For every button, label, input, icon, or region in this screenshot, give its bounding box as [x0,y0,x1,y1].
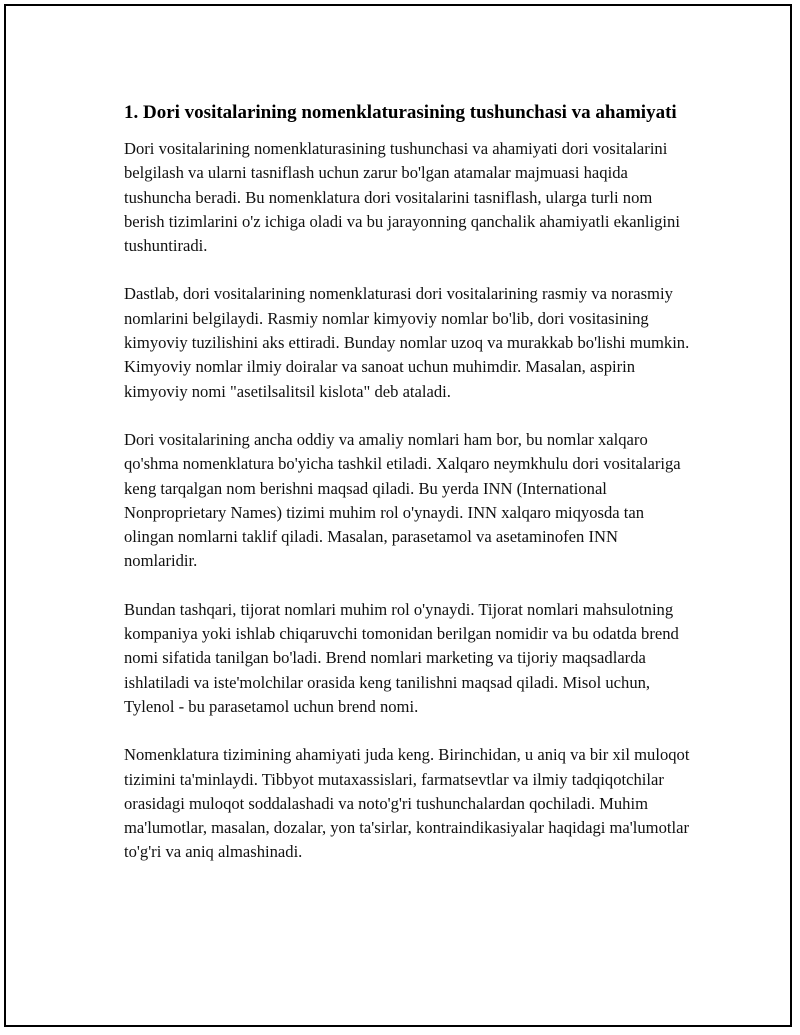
paragraph-2: Dastlab, dori vositalarining nomenklaturasi dori vositalarining rasmiy va norasmiy nomlarini belgilaydi. Rasmiy nomlar kimyoviy nomlar bo'lib, dori vositasining kimyoviy tuzilishini aks ettiradi. Bunday nomlar uzoq va murakkab bo'lishi mumkin. Kimyoviy nomlar ilmiy doiralar va sanoat uchun muhimdir. Masalan, aspirin kimyoviy nomi "asetilsalitsil kislota" deb ataladi. [124,284,690,401]
paragraph-5: Nomenklatura tizimining ahamiyati juda keng. Birinchidan, u aniq va bir xil muloqot tizimini ta'minlaydi. Tibbyot mutaxassislari, farmatsevtlar va ilmiy tadqiqotchilar orasidagi muloqot soddalashadi va noto'g'ri tushunchalardan qochiladi. Muhim ma'lumotlar, masalan, dozalar, yon ta'sirlar, kontraindikasiyalar haqidagi ma'lumotlar to'g'ri va aniq almashinadi. [124,745,690,862]
section-heading: 1. Dori vositalarining nomenklaturasining tushunchasi va ahamiyati [124,102,677,123]
paragraph-3: Dori vositalarining ancha oddiy va amaliy nomlari ham bor, bu nomlar xalqaro qo'shma nomenklatura bo'yicha tashkil etiladi. Xalqaro neymkhulu dori vositalariga keng tarqalgan nom berishni maqsad qiladi. Bu yerda INN (International Nonproprietary Names) tizimi muhim rol o'ynaydi. INN xalqaro miqyosda tan olingan nomlarni taklif qiladi. Masalan, parasetamol va asetaminofen INN nomlaridir. [124,429,681,571]
document-content [124,100,694,889]
page-frame [4,4,792,1027]
paragraph-4: Bundan tashqari, tijorat nomlari muhim rol o'ynaydi. Tijorat nomlari mahsulotning kompaniya yoki ishlab chiqaruvchi tomonidan berilgan nomidir va bu odatda brend nomi sifatida tanilgan bo'ladi. Brend nomlari marketing va tijoriy maqsadlarda ishlatiladi va iste'molchilar orasida keng tanilishni maqsad qiladi. Misol uchun, Tylenol - bu parasetamol uchun brend nomi. [124,599,679,716]
paragraph-1: Dori vositalarining nomenklaturasining tushunchasi va ahamiyati dori vositalarini belgilash va ularni tasniflash uchun zarur bo'lgan atamalar majmuasi haqida tushuncha beradi. Bu nomenklatura dori vositalarini tasniflash, ularga turli nom berish tizimlarini o'z ichiga oladi va bu jarayonning qanchalik ahamiyatli ekanligini tushuntiradi. [124,139,680,256]
